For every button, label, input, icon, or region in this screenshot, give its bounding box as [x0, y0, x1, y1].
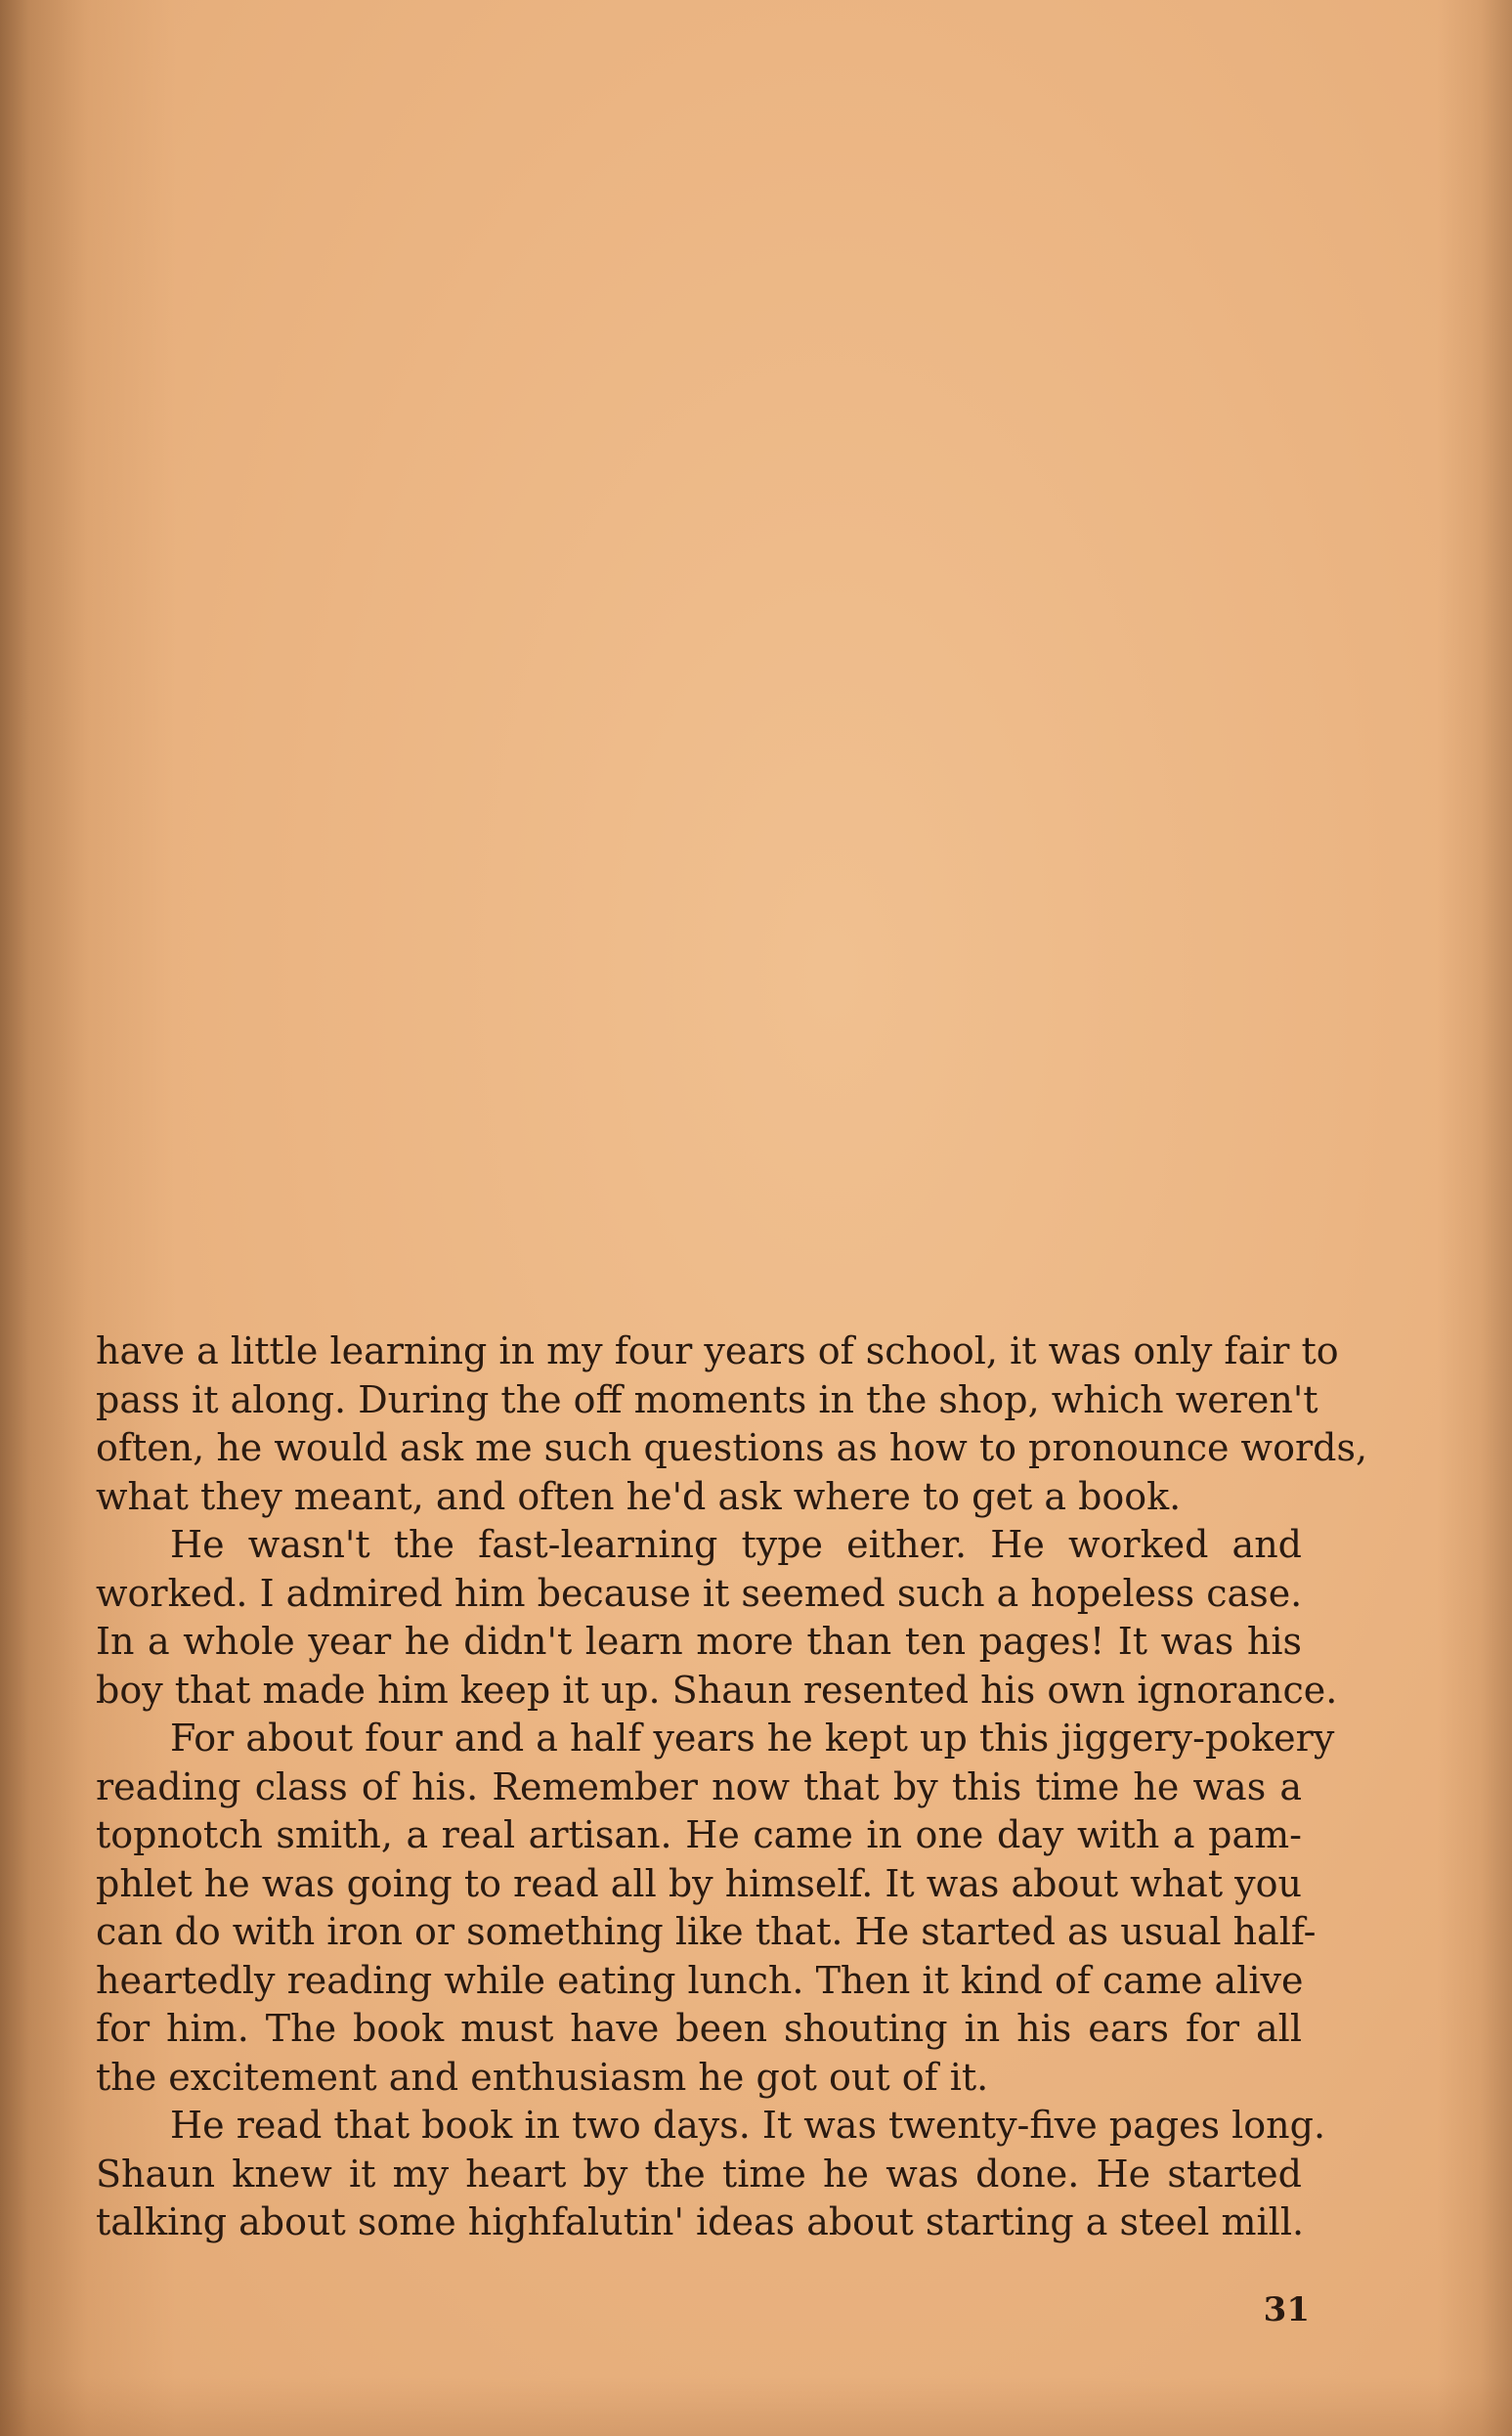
text-line: have a little learning in my four years of school, it was only fair to — [96, 1329, 1339, 1372]
text-line: heartedly reading while eating lunch. Then it kind of came alive — [96, 1958, 1304, 2002]
text-line: pass it along. During the off moments in the shop, which weren't — [96, 1377, 1318, 1421]
text-line: boy that made him keep it up. Shaun resented his own ignorance. — [96, 1668, 1338, 1712]
text-line: In a whole year he didn't learn more than ten pages! It was his — [96, 1620, 1302, 1663]
text-line: Shaun knew it my heart by the time he was done. He started — [96, 2152, 1302, 2196]
text-line: phlet he was going to read all by himself. It was about what you — [96, 1861, 1302, 1905]
text-line: talking about some highfalutin' ideas about starting a steel mill. — [96, 2200, 1305, 2243]
text-line: for him. The book must have been shouting in his ears for all — [96, 2007, 1302, 2050]
text-line: worked. I admired him because it seemed such a hopeless case. — [96, 1571, 1303, 1615]
text-line: often, he would ask me such questions as how to pronounce words, — [96, 1426, 1368, 1469]
text-line: can do with iron or something like that. He started as usual half- — [96, 1910, 1317, 1953]
text-line: the excitement and enthusiasm he got out of it. — [96, 2055, 989, 2099]
text-line: reading class of his. Remember now that by this time he was a — [96, 1764, 1302, 1808]
text-line: what they meant, and often he'd ask where to get a book. — [96, 1474, 1182, 1518]
text-line: He wasn't the fast-learning type either. He worked and — [170, 1523, 1302, 1566]
page-shadow — [0, 2377, 1512, 2436]
text-line: For about four and a half years he kept up this jiggery-pokery — [170, 1717, 1335, 1760]
text-line: He read that book in two days. It was twenty-five pages long. — [170, 2104, 1326, 2147]
page-number: 31 — [1263, 2290, 1310, 2329]
text-line: topnotch smith, a real artisan. He came in one day with a pam- — [96, 1813, 1302, 1856]
body-text — [96, 1327, 1368, 2247]
